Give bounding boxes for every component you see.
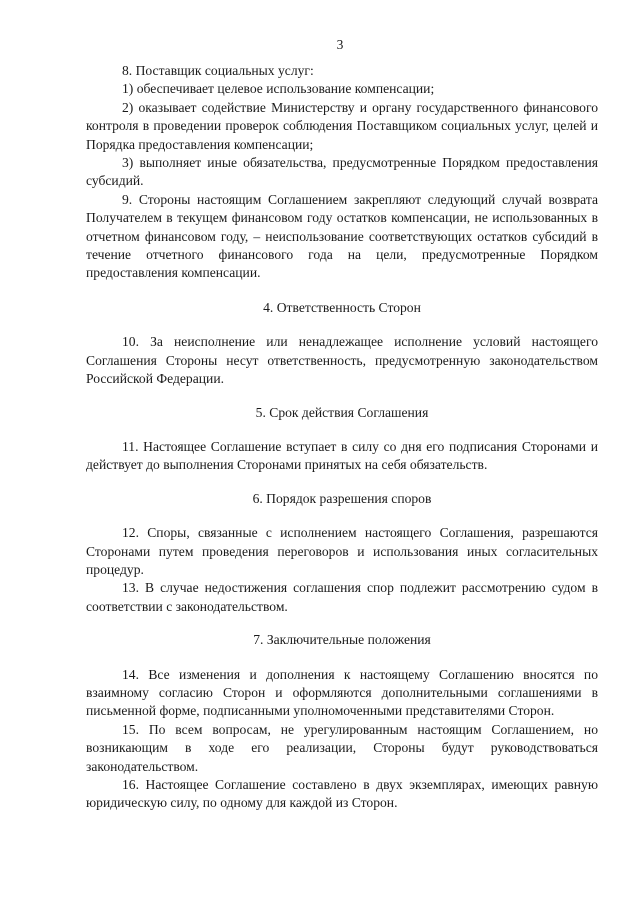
paragraph-15: 15. По всем вопросам, не урегулированным настоящим Соглашением, но возникающим в ходе его реализации, Стороны будут руководствоваться законодательством.: [86, 721, 598, 774]
document-body: [86, 62, 598, 813]
paragraph-8-item-1: 1) обеспечивает целевое использование компенсации;: [122, 81, 435, 97]
page-number: 3: [336, 37, 344, 52]
paragraph-16: 16. Настоящее Соглашение составлено в двух экземплярах, имеющих равную юридическую силу, по одному для каждой из Сторон.: [86, 777, 598, 811]
paragraph-14: 14. Все изменения и дополнения к настоящему Соглашению вносятся по взаимному согласию Сторон и оформляются дополнительными соглашениями в письменной форме, подписанными уполномоченными представителями Сторон.: [86, 666, 598, 719]
paragraph-11: 11. Настоящее Соглашение вступает в силу со дня его подписания Сторонами и действует до выполнения Сторонами принятых на себя обязательств.: [86, 438, 598, 473]
section-heading-responsibility: 4. Ответственность Сторон: [263, 299, 421, 315]
section-heading-final-provisions: 7. Заключительные положения: [253, 632, 431, 648]
section-heading-term: 5. Срок действия Соглашения: [255, 404, 429, 420]
paragraph-8-item-2: 2) оказывает содействие Министерству и органу государственного финансового контроля в проведении проверок соблюдения Поставщиком социальных услуг, целей и Порядка предоставления компенсации;: [86, 99, 598, 152]
paragraph-10: 10. За неисполнение или ненадлежащее исполнение условий настоящего Соглашения Стороны несут ответственность, предусмотренную законодательством Российской Федерации.: [86, 334, 598, 387]
paragraph-8-item-3: 3) выполняет иные обязательства, предусмотренные Порядком предоставления субсидий.: [86, 155, 598, 189]
paragraph-13: 13. В случае недостижения соглашения спор подлежит рассмотрению судом в соответствии с законодательством.: [86, 580, 598, 614]
paragraph-12: 12. Споры, связанные с исполнением настоящего Соглашения, разрешаются Сторонами путем проведения переговоров и использования иных согласительных процедур.: [86, 525, 598, 577]
section-heading-disputes: 6. Порядок разрешения споров: [252, 490, 432, 506]
paragraph-9: 9. Стороны настоящим Соглашением закрепляют следующий случай возврата Получателем в текущем финансовом году остатков компенсации, не использованных в отчетном финансовом году, – неиспользование соответствующих остатков субсидий в течение отчетного финансового года на цели, предусмотренные Порядком предоставления компенсации.: [86, 191, 598, 281]
paragraph-8: 8. Поставщик социальных услуг:: [122, 63, 314, 78]
